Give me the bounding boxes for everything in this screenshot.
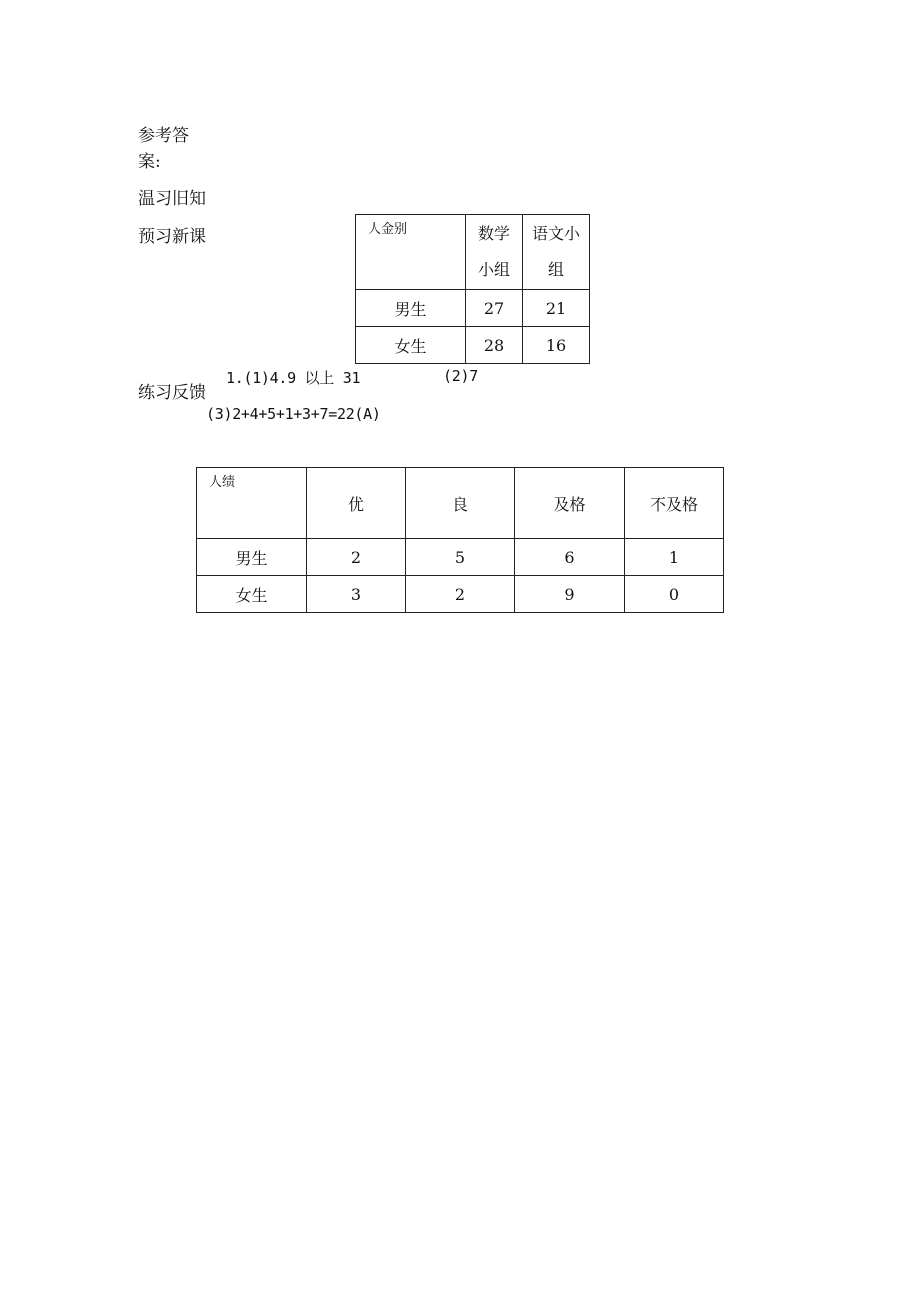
answer-heading-line1: 参考答 bbox=[138, 126, 189, 146]
row-label: 女生 bbox=[356, 327, 466, 364]
answer-item-2: (2)7 bbox=[443, 367, 478, 385]
grade-table-header: 不及格 bbox=[625, 468, 724, 539]
group-table-corner: 人金别 bbox=[356, 215, 466, 290]
grade-table-header: 及格 bbox=[515, 468, 625, 539]
table-cell: 0 bbox=[625, 576, 724, 613]
table-cell: 21 bbox=[523, 290, 590, 327]
group-table-header-math: 数学 小组 bbox=[466, 215, 523, 290]
section-review: 温习旧知 bbox=[138, 189, 206, 209]
table-row bbox=[356, 327, 590, 364]
answer-item-1: 1.(1)4.9 以上 31 bbox=[226, 369, 361, 387]
section-practice: 练习反馈 bbox=[138, 383, 206, 403]
table-cell: 27 bbox=[466, 290, 523, 327]
grade-table-header: 良 bbox=[406, 468, 515, 539]
table-cell: 9 bbox=[515, 576, 625, 613]
table-row bbox=[197, 539, 724, 576]
answer-heading-line2: 案: bbox=[138, 152, 161, 172]
grade-table-header: 优 bbox=[307, 468, 406, 539]
table-cell: 1 bbox=[625, 539, 724, 576]
row-label: 男生 bbox=[197, 539, 307, 576]
table-cell: 16 bbox=[523, 327, 590, 364]
table-cell: 5 bbox=[406, 539, 515, 576]
grade-table bbox=[196, 467, 724, 613]
table-cell: 2 bbox=[307, 539, 406, 576]
section-preview: 预习新课 bbox=[138, 227, 206, 247]
grade-table-corner: 人绩 bbox=[197, 468, 307, 539]
row-label: 男生 bbox=[356, 290, 466, 327]
table-cell: 28 bbox=[466, 327, 523, 364]
answer-item-3: (3)2+4+5+1+3+7=22(A) bbox=[206, 405, 381, 423]
group-table bbox=[355, 214, 590, 364]
row-label: 女生 bbox=[197, 576, 307, 613]
table-cell: 6 bbox=[515, 539, 625, 576]
table-cell: 3 bbox=[307, 576, 406, 613]
group-table-header-chinese: 语文小 组 bbox=[523, 215, 590, 290]
table-cell: 2 bbox=[406, 576, 515, 613]
table-row bbox=[197, 576, 724, 613]
table-row bbox=[356, 290, 590, 327]
